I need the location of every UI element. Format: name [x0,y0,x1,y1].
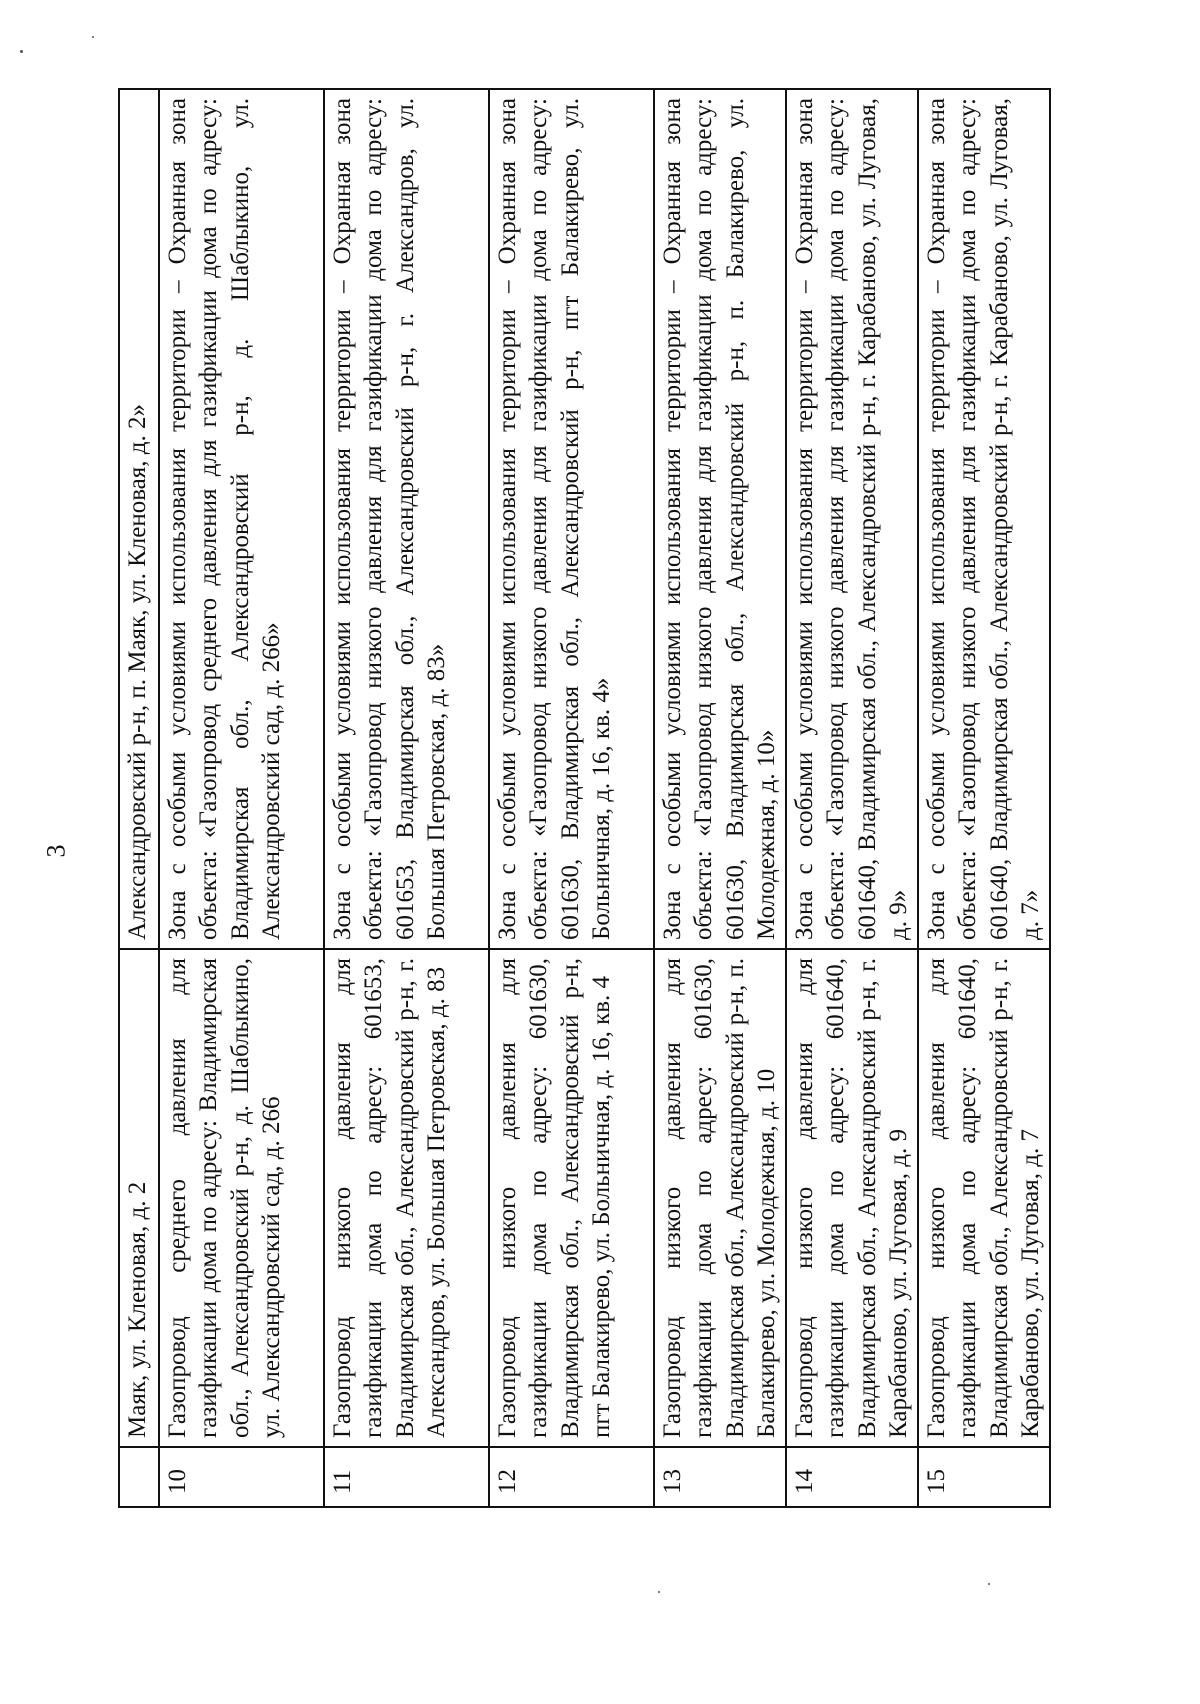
row-number: 10 [159,1447,324,1507]
row-number: 14 [786,1447,918,1507]
table-row [489,89,654,1507]
scan-speck [20,50,23,53]
table-row [786,89,918,1507]
object-cell: Газопровод низкого давления для газификации дома по адресу: 601630, Владимирская обл., Александровский р-н, п. Балакирево, ул. Молодежная, д. 10 [654,949,786,1447]
object-cell: Газопровод низкого давления для газификации дома по адресу: 601653, Владимирская обл., Александровский р-н, г. Александров, ул. Большая Петровская, д. 83 [324,949,489,1447]
table-row-continued [119,89,159,1507]
object-cell: Газопровод среднего давления для газификации дома по адресу: Владимирская обл., Александровский р-н, д. Шаблыкино, ул. Александровский сад, д. 266 [159,949,324,1447]
object-cell: Газопровод низкого давления для газификации дома по адресу: 601630, Владимирская обл., Александровский р-н, пгт Балакирево, ул. Больничная, д. 16, кв. 4 [489,949,654,1447]
zone-cell: Зона с особыми условиями использования территории – Охранная зона объекта: «Газопровод низкого давления для газификации дома по адресу: 601630, Владимирская обл., Александровский р-н, пгт Балакирево, ул. Больничная, д. 16, кв. 4» [489,89,654,949]
zone-cell: Зона с особыми условиями использования территории – Охранная зона объекта: «Газопровод низкого давления для газификации дома по адресу: 601640, Владимирская обл., Александровский р-н, г. Карабаново, ул. Луговая, д. 7» [918,89,1050,949]
scan-speck [658,1591,660,1593]
table-row [654,89,786,1507]
object-cell: Газопровод низкого давления для газификации дома по адресу: 601640, Владимирская обл., Александровский р-н, г. Карабаново, ул. Луговая, д. 9 [786,949,918,1447]
table-row [324,89,489,1507]
zone-cell: Александровский р-н, п. Маяк, ул. Кленовая, д. 2» [119,89,159,949]
row-number: 11 [324,1447,489,1507]
table-row [159,89,324,1507]
zone-cell: Зона с особыми условиями использования территории – Охранная зона объекта: «Газопровод низкого давления для газификации дома по адресу: 601653, Владимирская обл., Александровский р-н, г. Александров, ул. Большая Петровская, д. 83» [324,89,489,949]
zone-cell: Зона с особыми условиями использования территории – Охранная зона объекта: «Газопровод среднего давления для газификации дома по адресу: Владимирская обл., Александровский р-н, д. Шаблыкино, ул. Александровский сад, д. 266» [159,89,324,949]
table-row [918,89,1050,1507]
scan-speck [92,36,94,38]
row-number: 13 [654,1447,786,1507]
page-number: 3 [41,844,71,858]
scan-speck [988,1583,990,1585]
rotated-table-container [118,90,1044,1508]
row-number: 12 [489,1447,654,1507]
zone-cell: Зона с особыми условиями использования территории – Охранная зона объекта: «Газопровод низкого давления для газификации дома по адресу: 601640, Владимирская обл., Александровский р-н, г. Карабаново, ул. Луговая, д. 9» [786,89,918,949]
object-cell: Газопровод низкого давления для газификации дома по адресу: 601640, Владимирская обл., Александровский р-н, г. Карабаново, ул. Луговая, д. 7 [918,949,1050,1447]
zone-cell: Зона с особыми условиями использования территории – Охранная зона объекта: «Газопровод низкого давления для газификации дома по адресу: 601630, Владимирская обл., Александровский р-н, п. Балакирево, ул. Молодежная, д. 10» [654,89,786,949]
object-cell: Маяк, ул. Кленовая, д. 2 [119,949,159,1447]
row-number: 15 [918,1447,1050,1507]
row-number [119,1447,159,1507]
zones-table [118,88,1051,1508]
